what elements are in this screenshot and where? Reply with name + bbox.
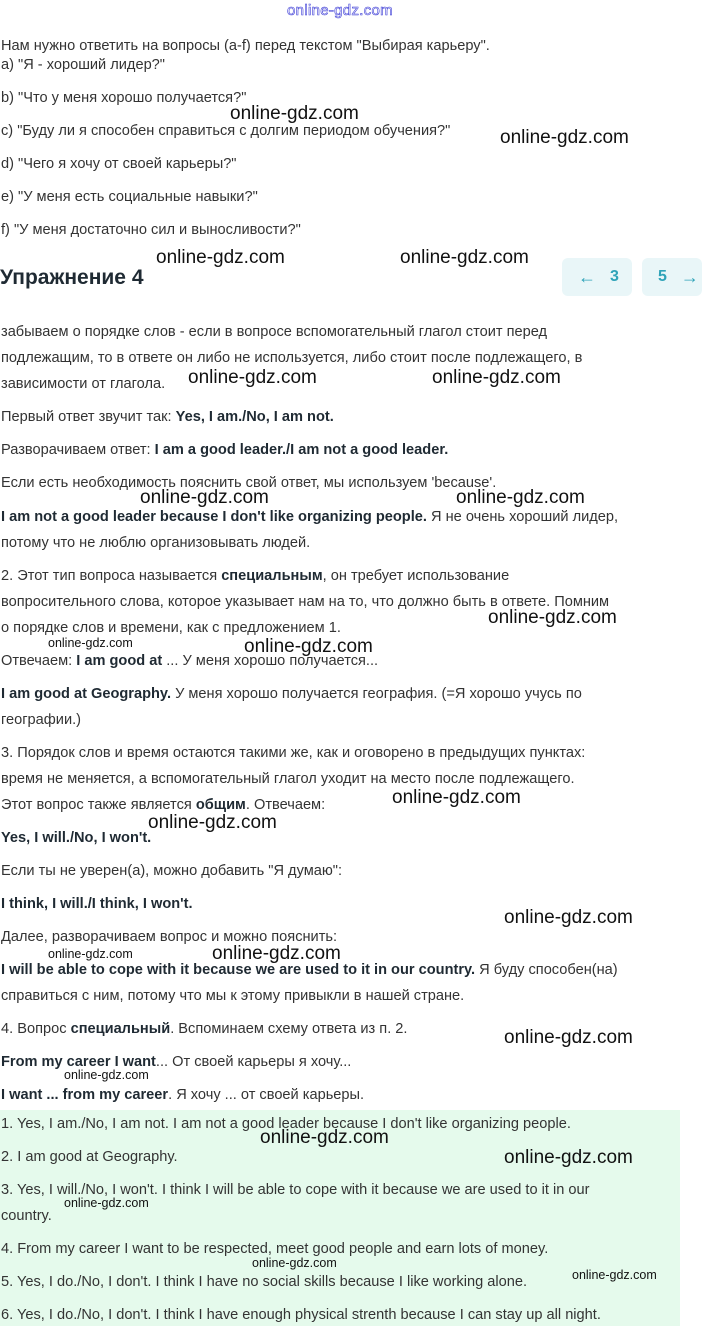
watermark-top: online-gdz.com bbox=[287, 2, 393, 19]
example-line: справиться с ним, потому что мы к этому привыкли в нашей стране. bbox=[1, 988, 465, 1004]
watermark-small: online-gdz.com bbox=[64, 1196, 149, 1210]
because-note: Если есть необходимость пояснить свой ответ, мы используем 'because'. bbox=[1, 475, 497, 491]
explanation-line: о порядке слов и времени, как с предложением 1. bbox=[1, 620, 341, 636]
watermark: online-gdz.com bbox=[244, 636, 373, 657]
watermark: online-gdz.com bbox=[188, 367, 317, 388]
example-line: I am good at Geography. У меня хорошо получается география. (=Я хорошо учусь по bbox=[1, 686, 582, 702]
watermark: online-gdz.com bbox=[488, 607, 617, 628]
first-answer-line: Первый ответ звучит так: Yes, I am./No, I am not. bbox=[1, 409, 334, 425]
answer-line: 3. Yes, I will./No, I won't. I think I will be able to cope with it because we are used to it in our bbox=[1, 1182, 590, 1198]
explanation-line: время не меняется, а вспомогательный глагол уходит на место после подлежащего. bbox=[1, 771, 575, 787]
question-f: f) "У меня достаточно сил и выносливости?" bbox=[1, 222, 301, 238]
prev-exercise-label: 3 bbox=[610, 268, 619, 285]
example-line: географии.) bbox=[1, 712, 82, 728]
example-line: I am not a good leader because I don't like organizing people. Я не очень хороший лидер, bbox=[1, 509, 619, 525]
watermark: online-gdz.com bbox=[432, 367, 561, 388]
watermark-small: online-gdz.com bbox=[48, 947, 133, 961]
answer-pattern-line: Yes, I will./No, I won't. bbox=[1, 830, 152, 846]
next-exercise-label: 5 bbox=[658, 268, 667, 285]
watermark: online-gdz.com bbox=[230, 103, 359, 124]
watermark-small: online-gdz.com bbox=[252, 1256, 337, 1270]
explanation-line: забываем о порядке слов - если в вопросе вспомогательный глагол стоит перед bbox=[1, 324, 548, 340]
question-a: a) "Я - хороший лидер?" bbox=[1, 57, 165, 73]
answer-line: 5. Yes, I do./No, I don't. I think I have no social skills because I like working alone. bbox=[1, 1274, 528, 1290]
unfold-answer-line: Разворачиваем ответ: I am a good leader./I am not a good leader. bbox=[1, 442, 449, 458]
explanation-line: 2. Этот тип вопроса называется специальным, он требует использование bbox=[1, 568, 510, 584]
question-d: d) "Чего я хочу от своей карьеры?" bbox=[1, 156, 237, 172]
watermark-small: online-gdz.com bbox=[48, 636, 133, 650]
answer-line: 6. Yes, I do./No, I don't. I think I have enough physical strenth because I can stay up all night. bbox=[1, 1307, 601, 1323]
explanation-line: зависимости от глагола. bbox=[1, 376, 166, 392]
answer-line: 2. I am good at Geography. bbox=[1, 1149, 178, 1165]
answer-line: 1. Yes, I am./No, I am not. I am not a good leader because I don't like organizing people. bbox=[1, 1116, 571, 1132]
watermark: online-gdz.com bbox=[504, 907, 633, 928]
watermark: online-gdz.com bbox=[140, 487, 269, 508]
watermark: online-gdz.com bbox=[400, 247, 529, 268]
explanation-line: Если ты не уверен(а), можно добавить "Я думаю": bbox=[1, 863, 343, 879]
question-c: c) "Буду ли я способен справиться с долгим периодом обучения?" bbox=[1, 123, 451, 139]
watermark: online-gdz.com bbox=[456, 487, 585, 508]
answer-pattern-line: I think, I will./I think, I won't. bbox=[1, 896, 193, 912]
intro-text: Нам нужно ответить на вопросы (a-f) перед текстом "Выбирая карьеру". bbox=[1, 38, 490, 54]
example-line: потому что не люблю организовывать людей. bbox=[1, 535, 311, 551]
exercise-title: Упражнение 4 bbox=[0, 266, 144, 289]
example-line: I want ... from my career. Я хочу ... от своей карьеры. bbox=[1, 1087, 365, 1103]
watermark: online-gdz.com bbox=[392, 787, 521, 808]
explanation-line: 4. Вопрос специальный. Вспоминаем схему ответа из п. 2. bbox=[1, 1021, 408, 1037]
watermark: online-gdz.com bbox=[212, 943, 341, 964]
watermark: online-gdz.com bbox=[504, 1027, 633, 1048]
prev-exercise-button[interactable] bbox=[562, 258, 632, 296]
explanation-line: 3. Порядок слов и время остаются такими же, как и оговорено в предыдущих пунктах: bbox=[1, 745, 586, 761]
answer-line: country. bbox=[1, 1208, 52, 1224]
question-b: b) "Что у меня хорошо получается?" bbox=[1, 90, 247, 106]
watermark: online-gdz.com bbox=[500, 127, 629, 148]
arrow-left-icon: ← bbox=[578, 266, 596, 287]
example-line: I will be able to cope with it because we are used to it in our country. Я буду способен(на) bbox=[1, 962, 618, 978]
question-e: e) "У меня есть социальные навыки?" bbox=[1, 189, 258, 205]
explanation-line: подлежащим, то в ответе он либо не используется, либо стоит после подлежащего, в bbox=[1, 350, 583, 366]
next-exercise-button[interactable] bbox=[642, 258, 702, 296]
explanation-line: Далее, разворачиваем вопрос и можно пояснить: bbox=[1, 929, 338, 945]
watermark: online-gdz.com bbox=[156, 247, 285, 268]
arrow-right-icon: → bbox=[680, 266, 699, 287]
watermark: online-gdz.com bbox=[148, 812, 277, 833]
watermark-small: online-gdz.com bbox=[572, 1268, 657, 1282]
explanation-line: вопросительного слова, которое указывает нам на то, что должно быть в ответе. Помним bbox=[1, 594, 610, 610]
example-line: From my career I want... От своей карьеры я хочу... bbox=[1, 1054, 352, 1070]
watermark: online-gdz.com bbox=[504, 1147, 633, 1168]
answer-pattern-line: Отвечаем: I am good at ... У меня хорошо получается... bbox=[1, 653, 379, 669]
explanation-line: Этот вопрос также является общим. Отвечаем: bbox=[1, 797, 326, 813]
watermark-small: online-gdz.com bbox=[64, 1068, 149, 1082]
answer-line: 4. From my career I want to be respected, meet good people and earn lots of money. bbox=[1, 1241, 549, 1257]
watermark: online-gdz.com bbox=[260, 1127, 389, 1148]
